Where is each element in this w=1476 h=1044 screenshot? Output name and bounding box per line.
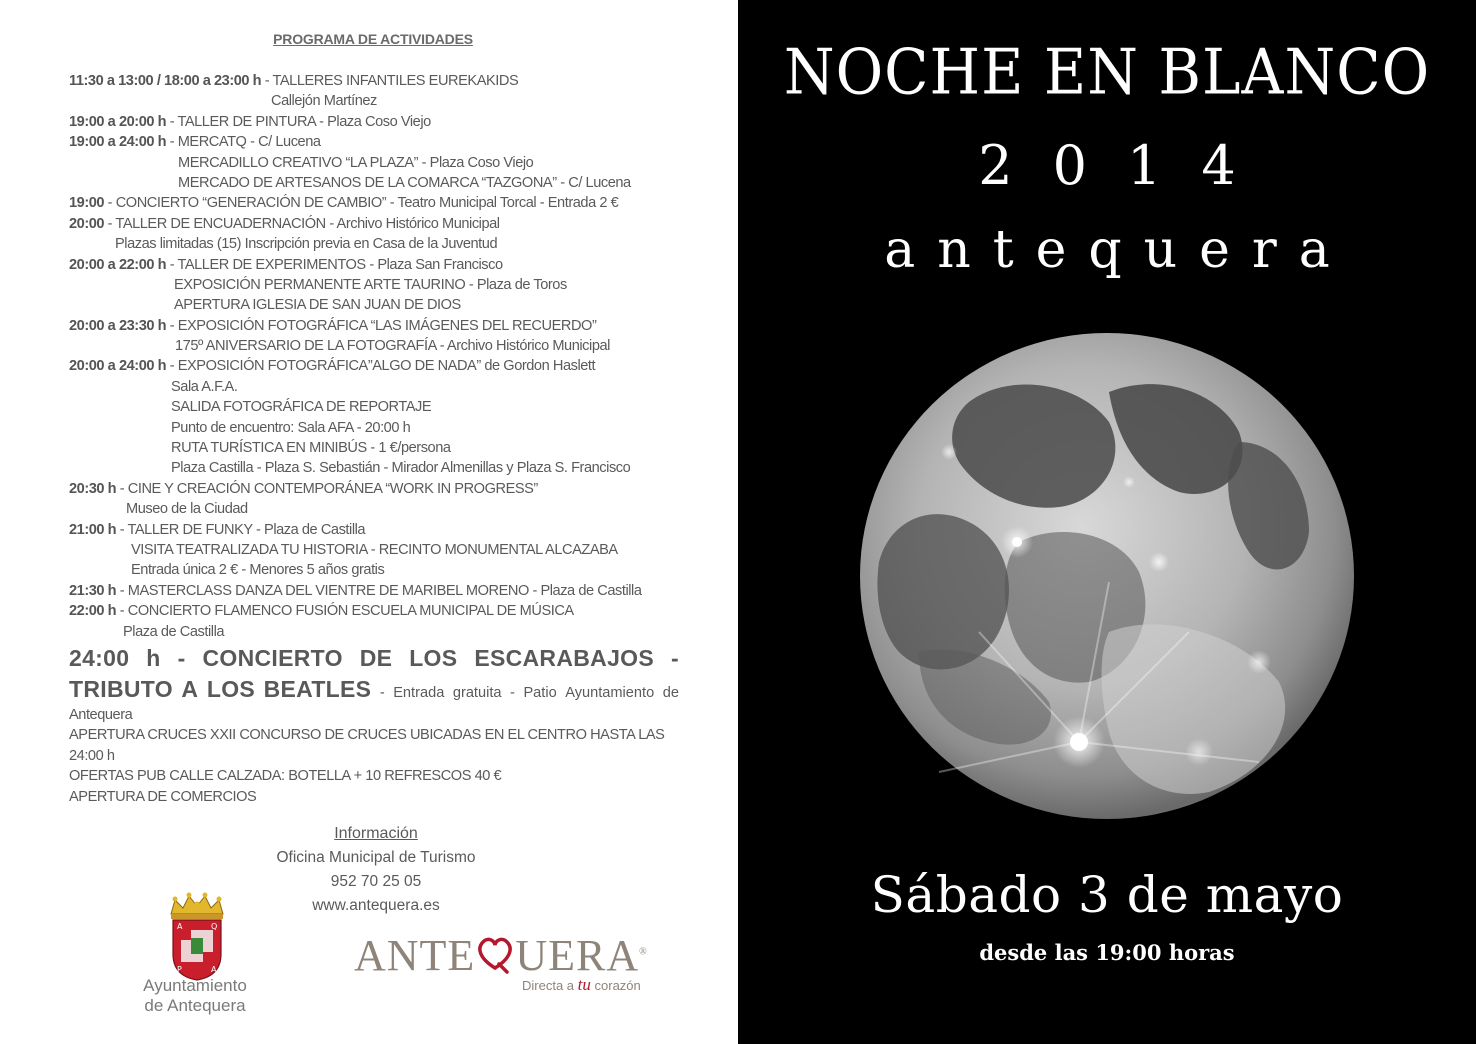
event-city: antequera bbox=[884, 220, 1352, 280]
schedule-text: 175º ANIVERSARIO DE LA FOTOGRAFÍA - Archivo Histórico Municipal bbox=[175, 338, 610, 355]
event-start-time: desde las 19:00 horas bbox=[979, 940, 1235, 965]
schedule-item bbox=[69, 275, 679, 295]
schedule-item bbox=[69, 418, 679, 438]
heart-icon bbox=[475, 934, 515, 974]
schedule-text: Plaza de Castilla bbox=[123, 623, 225, 640]
highlight-word: - bbox=[177, 644, 186, 671]
schedule-text: SALIDA FOTOGRÁFICA DE REPORTAJE bbox=[171, 399, 432, 416]
schedule-text: - CINE Y CREACIÓN CONTEMPORÁNEA “WORK IN PROGRESS” bbox=[116, 480, 538, 497]
schedule-item bbox=[69, 132, 679, 152]
schedule-item bbox=[69, 560, 679, 580]
highlight-word: ESCARABAJOS bbox=[474, 644, 654, 671]
schedule-item bbox=[69, 153, 679, 173]
highlight-word: Ayuntamiento bbox=[565, 684, 655, 701]
schedule-item bbox=[69, 173, 679, 193]
extra-line: APERTURA CRUCES XXII CONCURSO DE CRUCES UBICADAS EN EL CENTRO HASTA LAS bbox=[69, 727, 665, 744]
schedule-item bbox=[69, 438, 679, 458]
svg-text:Q: Q bbox=[211, 922, 218, 931]
svg-text:A: A bbox=[211, 965, 217, 974]
schedule-item bbox=[69, 71, 679, 91]
schedule-time: 19:00 bbox=[69, 195, 105, 212]
schedule-time: 11:30 a 13:00 / 18:00 a 23:00 h bbox=[69, 73, 262, 89]
highlight-word: - bbox=[670, 644, 679, 671]
schedule-text: EXPOSICIÓN PERMANENTE ARTE TAURINO - Plaza de Toros bbox=[174, 276, 567, 293]
schedule-item bbox=[69, 316, 679, 336]
schedule-item bbox=[69, 214, 679, 234]
highlight-word: - bbox=[379, 684, 385, 701]
schedule-text: - CONCIERTO “GENERACIÓN DE CAMBIO” - Teatro Municipal Torcal - Entrada 2 € bbox=[104, 195, 619, 212]
schedule-text: VISITA TEATRALIZADA TU HISTORIA - RECINTO MONUMENTAL ALCAZABA bbox=[131, 541, 618, 558]
schedule-text: - TALLER DE EXPERIMENTOS - Plaza San Francisco bbox=[166, 256, 503, 273]
cover-panel bbox=[738, 0, 1476, 1044]
highlight-word: de bbox=[662, 684, 679, 701]
schedule-time: 21:30 h bbox=[69, 582, 117, 599]
highlight-line-2 bbox=[69, 674, 679, 705]
moon-icon bbox=[859, 332, 1355, 820]
council-name: Ayuntamiento de Antequera bbox=[143, 976, 247, 1015]
schedule-item bbox=[69, 255, 679, 275]
schedule-text: - EXPOSICIÓN FOTOGRÁFICA “LAS IMÁGENES DEL RECUERDO” bbox=[166, 317, 597, 334]
highlight-line-3: Antequera bbox=[69, 706, 133, 723]
highlight-word: 24:00 bbox=[69, 644, 130, 671]
schedule-time: 20:30 h bbox=[69, 480, 117, 497]
schedule-time: 20:00 a 24:00 h bbox=[69, 358, 167, 375]
highlight-word: Entrada bbox=[393, 684, 445, 701]
schedule-time: 20:00 bbox=[69, 215, 105, 232]
schedule-text: - CONCIERTO FLAMENCO FUSIÓN ESCUELA MUNICIPAL DE MÚSICA bbox=[116, 603, 574, 620]
schedule-text: - TALLERES INFANTILES EUREKAKIDS bbox=[261, 73, 519, 89]
schedule-time: 22:00 h bbox=[69, 603, 117, 620]
highlight-word: h bbox=[146, 644, 161, 671]
schedule-item bbox=[69, 336, 679, 356]
schedule-text: - TALLER DE PINTURA - Plaza Coso Viejo bbox=[166, 113, 431, 130]
svg-text:P: P bbox=[177, 965, 182, 974]
highlight-word: DE bbox=[359, 644, 393, 671]
schedule-time: 19:00 a 24:00 h bbox=[69, 134, 167, 151]
schedule-item bbox=[69, 540, 679, 560]
highlight-line-1 bbox=[69, 642, 679, 674]
schedule-item bbox=[69, 499, 679, 519]
schedule-text: Plaza Castilla - Plaza S. Sebastián - Mirador Almenillas y Plaza S. Francisco bbox=[171, 460, 631, 477]
highlight-word: LOS bbox=[409, 644, 458, 671]
highlight-word: LOS bbox=[206, 675, 256, 702]
schedule-text: MERCADILLO CREATIVO “LA PLAZA” - Plaza Coso Viejo bbox=[178, 154, 534, 171]
schedule-text: MERCADO DE ARTESANOS DE LA COMARCA “TAZGONA” - C/ Lucena bbox=[178, 174, 631, 191]
extra-line: APERTURA DE COMERCIOS bbox=[69, 788, 257, 805]
tourism-office: Oficina Municipal de Turismo bbox=[276, 849, 476, 866]
schedule-item bbox=[69, 193, 679, 213]
highlight-word: TRIBUTO bbox=[69, 675, 173, 702]
schedule-item bbox=[69, 356, 679, 376]
schedule-time: 21:00 h bbox=[69, 521, 117, 538]
schedule-text: - EXPOSICIÓN FOTOGRÁFICA”ALGO DE NADA” de Gordon Haslett bbox=[166, 358, 596, 375]
highlight-word: gratuita bbox=[452, 684, 502, 701]
coat-of-arms-icon bbox=[165, 892, 229, 984]
information-title: Información bbox=[334, 825, 418, 842]
highlight-word: CONCIERTO bbox=[202, 644, 343, 671]
event-title: NOCHE EN BLANCO bbox=[783, 35, 1431, 109]
highlight-word: A bbox=[181, 675, 199, 702]
schedule-time: 20:00 a 22:00 h bbox=[69, 256, 167, 273]
schedule-text: Museo de la Ciudad bbox=[126, 501, 248, 518]
schedule-item bbox=[69, 397, 679, 417]
schedule-item bbox=[69, 377, 679, 397]
schedule-item bbox=[69, 91, 679, 111]
schedule-text: APERTURA IGLESIA DE SAN JUAN DE DIOS bbox=[174, 297, 461, 314]
schedule-item bbox=[69, 234, 679, 254]
program-title: PROGRAMA DE ACTIVIDADES bbox=[273, 31, 473, 47]
schedule-text: Callejón Martínez bbox=[271, 93, 377, 110]
schedule-text: - TALLER DE ENCUADERNACIÓN - Archivo Histórico Municipal bbox=[104, 215, 500, 232]
schedule-text: RUTA TURÍSTICA EN MINIBÚS - 1 €/persona bbox=[171, 440, 451, 457]
schedule-time: 19:00 a 20:00 h bbox=[69, 113, 167, 130]
schedule-item bbox=[69, 622, 679, 642]
svg-text:A: A bbox=[177, 922, 183, 931]
logo-tagline: Directa a tu corazón bbox=[522, 975, 641, 994]
schedule-item bbox=[69, 112, 679, 132]
schedule-item bbox=[69, 458, 679, 478]
schedule-item bbox=[69, 520, 679, 540]
website-link[interactable]: www.antequera.es bbox=[312, 897, 440, 914]
schedule-text: Plazas limitadas (15) Inscripción previa en Casa de la Juventud bbox=[115, 236, 498, 253]
schedule-text: - TALLER DE FUNKY - Plaza de Castilla bbox=[116, 521, 366, 538]
schedule-text: - MERCATQ - C/ Lucena bbox=[166, 134, 321, 151]
event-date: Sábado 3 de mayo bbox=[870, 866, 1344, 924]
schedule-text: - MASTERCLASS DANZA DEL VIENTRE DE MARIBEL MORENO - Plaza de Castilla bbox=[116, 582, 642, 599]
phone-number: 952 70 25 05 bbox=[330, 873, 422, 890]
schedule-text: Punto de encuentro: Sala AFA - 20:00 h bbox=[171, 419, 411, 436]
schedule-list bbox=[69, 71, 679, 807]
highlight-word: - bbox=[510, 684, 515, 701]
schedule-text: Entrada única 2 € - Menores 5 años gratis bbox=[131, 562, 385, 579]
extra-line: OFERTAS PUB CALLE CALZADA: BOTELLA + 10 REFRESCOS 40 € bbox=[69, 768, 502, 785]
event-year: 2014 bbox=[978, 134, 1276, 197]
extra-line: 24:00 h bbox=[69, 747, 115, 764]
highlight-word: BEATLES bbox=[263, 675, 372, 702]
schedule-time: 20:00 a 23:30 h bbox=[69, 317, 167, 334]
schedule-item bbox=[69, 601, 679, 621]
antequera-logo: ANTE UERA® Directa a tu corazón bbox=[354, 931, 648, 994]
schedule-item bbox=[69, 581, 679, 601]
schedule-item bbox=[69, 479, 679, 499]
schedule-text: Sala A.F.A. bbox=[171, 378, 238, 395]
information-block bbox=[0, 822, 752, 918]
schedule-item bbox=[69, 295, 679, 315]
highlight-word: Patio bbox=[523, 684, 557, 701]
schedule-lines bbox=[69, 71, 679, 642]
